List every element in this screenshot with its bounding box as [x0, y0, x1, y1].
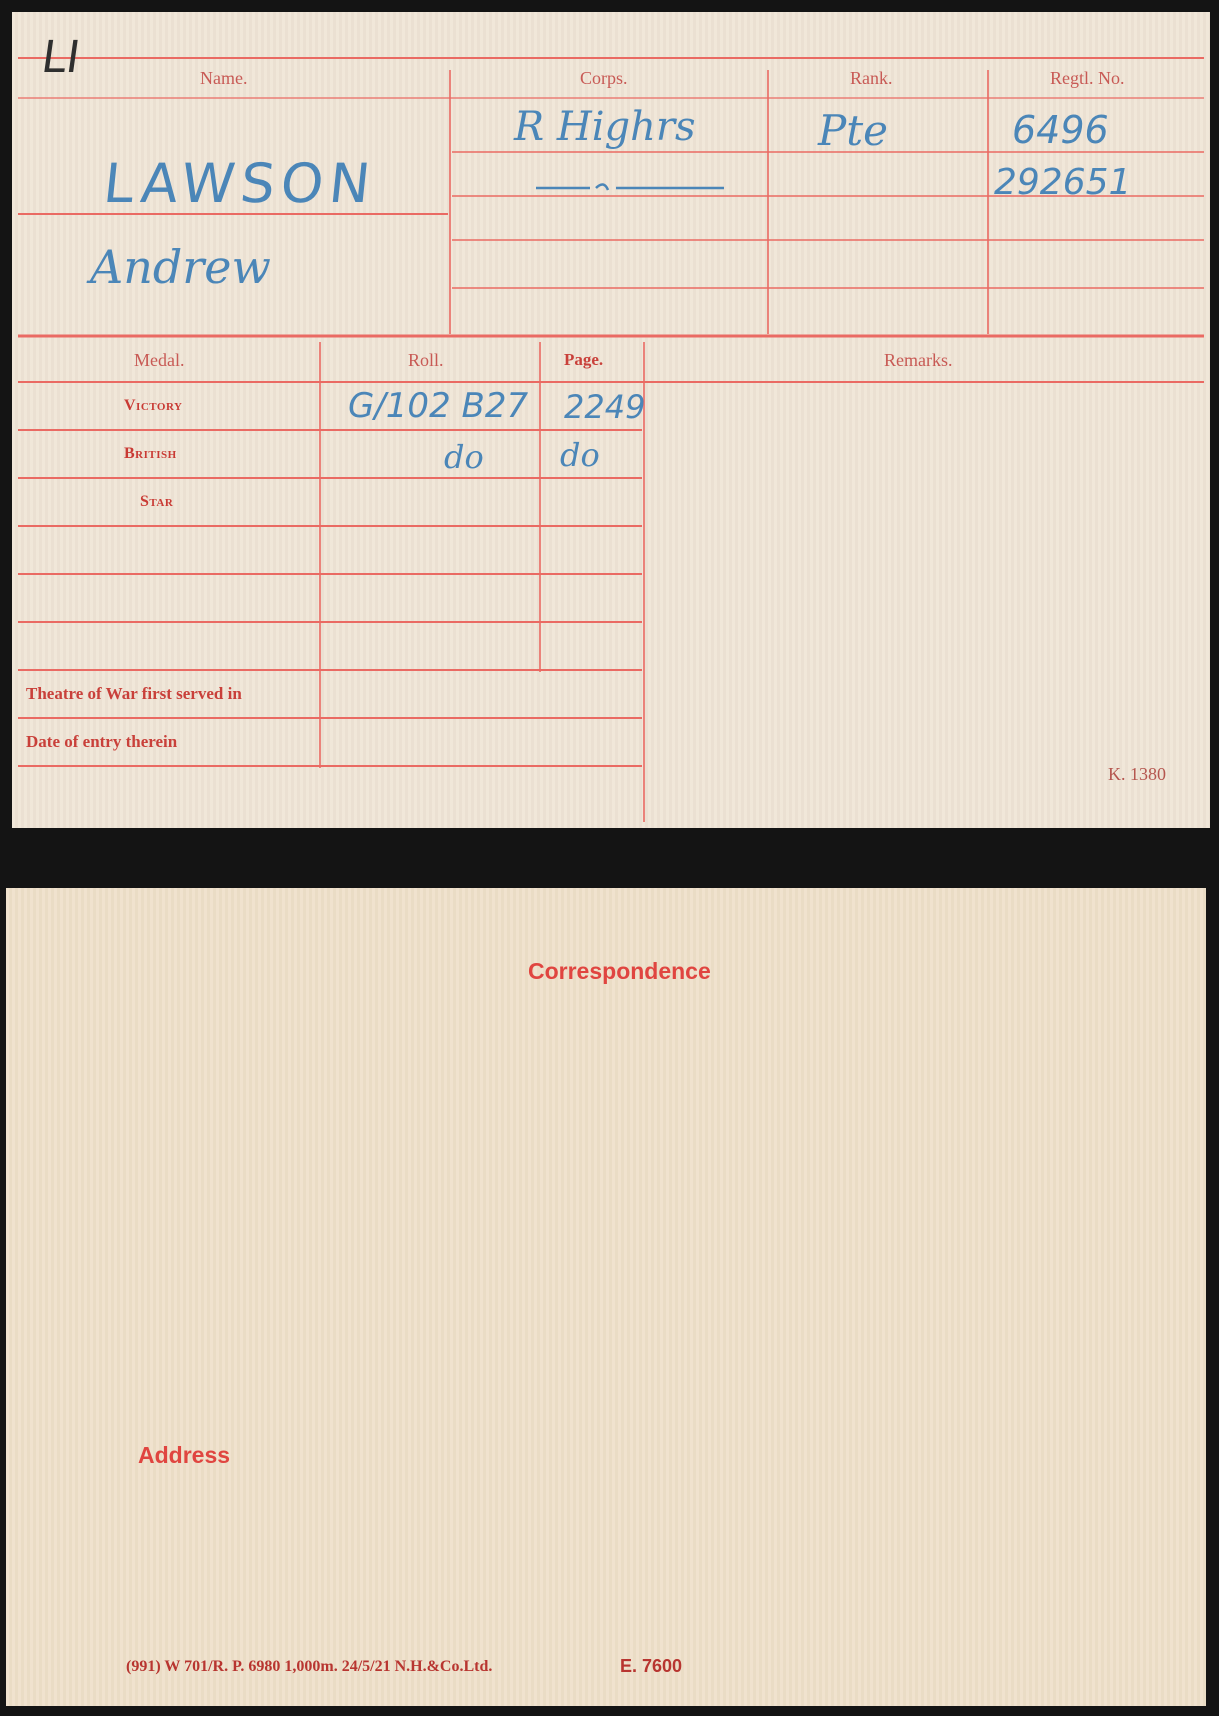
header-name: Name. — [200, 68, 248, 88]
print-footer: (991) W 701/R. P. 6980 1,000m. 24/5/21 N.H.&Co.Ltd. — [126, 1658, 493, 1675]
header-corps: Corps. — [580, 68, 628, 88]
medal-british-page: do — [560, 436, 600, 474]
header-regtl-no: Regtl. No. — [1050, 68, 1125, 88]
header-roll: Roll. — [408, 350, 444, 370]
medal-victory-page: 2249 — [564, 388, 646, 426]
header-remarks: Remarks. — [884, 350, 953, 370]
form-code: K. 1380 — [1108, 764, 1166, 784]
correspondence-title: Correspondence — [528, 958, 711, 984]
header-rank: Rank. — [850, 68, 893, 88]
medal-british-label: British — [124, 445, 177, 462]
theatre-of-war-label: Theatre of War first served in — [26, 684, 242, 703]
regtl-no-entry-2: 292651 — [994, 162, 1132, 203]
print-footer-code: E. 7600 — [620, 1656, 683, 1676]
regtl-no-entry-1: 6496 — [1012, 108, 1109, 152]
medal-british-roll: do — [444, 438, 484, 476]
rank-entry: Pte — [818, 106, 888, 155]
surname-entry: LAWSON — [100, 152, 380, 215]
medal-index-card-front — [12, 12, 1210, 828]
corps-entry: R Highrs — [514, 104, 696, 150]
medal-star-label: Star — [140, 493, 174, 510]
header-page: Page. — [564, 350, 604, 369]
forename-entry: Andrew — [90, 240, 271, 294]
date-of-entry-label: Date of entry therein — [26, 732, 178, 751]
address-label: Address — [138, 1442, 231, 1468]
medal-index-card-back — [6, 888, 1206, 1706]
medal-victory-roll: G/102 B27 — [348, 386, 529, 426]
medal-victory-label: Victory — [124, 397, 183, 414]
corner-mark: LI — [38, 32, 84, 83]
header-medal: Medal. — [134, 350, 185, 370]
